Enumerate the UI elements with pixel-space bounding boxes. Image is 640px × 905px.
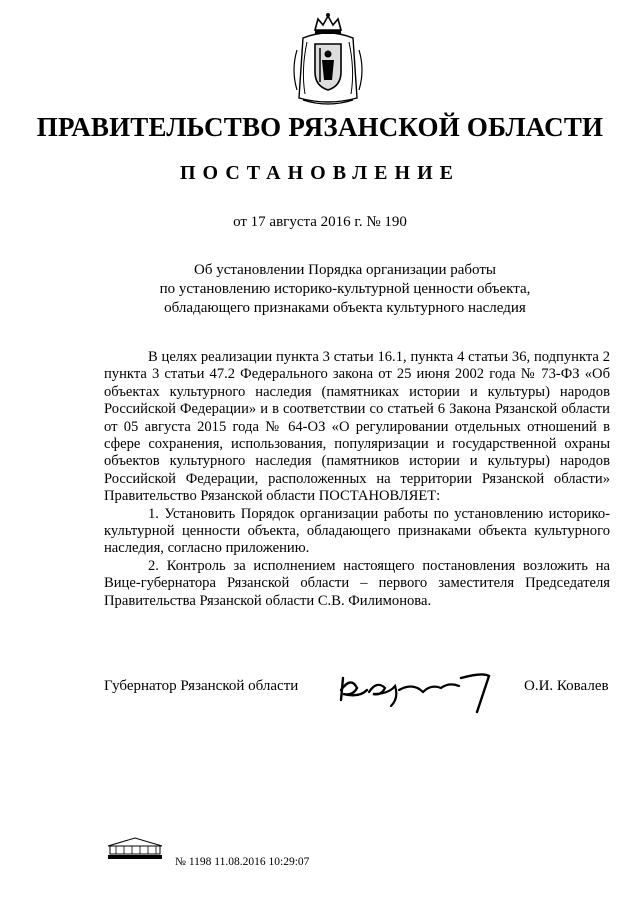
document-subject [150, 261, 540, 318]
subject-line: обладающего признаками объекта культурного наследия [164, 300, 526, 316]
document-date-number: от 17 августа 2016 г. № 190 [233, 214, 407, 230]
coat-of-arms-icon [287, 10, 369, 110]
subject-line: Об установлении Порядка организации работы [194, 262, 496, 278]
document-type: ПОСТАНОВЛЕНИЕ [180, 162, 460, 184]
document-body [104, 349, 610, 610]
organization-title: ПРАВИТЕЛЬСТВО РЯЗАНСКОЙ ОБЛАСТИ [36, 112, 604, 142]
body-paragraph: 2. Контроль за исполнением настоящего постановления возложить на Вице-губернатора Рязанской области – первого заместителя Председателя Правительства Рязанской области С.В. Филимонова. [104, 557, 610, 609]
body-paragraph: В целях реализации пункта 3 статьи 16.1, пункта 4 статьи 36, подпункта 2 пункта 3 статьи 47.2 Федерального закона от 25 июня 2002 года № 73-ФЗ «Об объектах культурного наследия (памятниках истории и культуры) народов Российской Федерации» и в соответствии со статьей 6 Закона Рязанской области от 05 августа 2015 года № 64-ОЗ «О регулировании отдельных отношений в сфере сохранения, использования, популяризации и государственной охраны объектов культурного наследия (памятников истории и культуры) народов Российской Федерации, расположенных на территории Рязанской области» Правительство Рязанской области ПОСТАНОВЛЯЕТ: [104, 349, 610, 505]
signature-icon [333, 664, 493, 714]
signatory-name: О.И. Ковалев [524, 678, 609, 694]
registration-stamp-icon [104, 836, 166, 860]
signatory-role: Губернатор Рязанской области [104, 678, 299, 694]
body-paragraph: 1. Установить Порядок организации работы по установлению историко-культурной ценности объекта, обладающего признаками объекта культурного наследия, согласно приложению. [104, 505, 610, 557]
subject-line: по установлению историко-культурной ценности объекта, [159, 281, 531, 297]
registration-number: № 1198 11.08.2016 10:29:07 [175, 856, 310, 868]
